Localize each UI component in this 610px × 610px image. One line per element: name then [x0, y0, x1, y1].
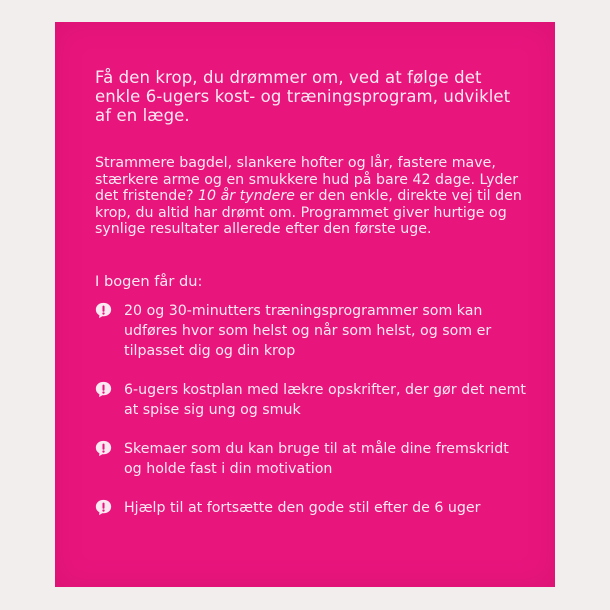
exclamation-speech-bubble-icon	[95, 302, 112, 319]
list-item-text: Hjælp til at fortsætte den gode stil efter de 6 uger	[124, 500, 481, 516]
book-title-emphasis: 10 år tyndere	[198, 188, 295, 205]
list-item	[95, 498, 535, 518]
description-text-start: Strammere bagdel, slankere hofter og lår, fastere mave, stærkere arme og en smukkere hud på bare 42 dage. Lyder det fristende?	[95, 155, 519, 205]
list-item	[95, 301, 535, 361]
book-back-cover	[55, 22, 555, 587]
list-item-text: Skemaer som du kan bruge til at måle dine fremskridt og holde fast i din motivation	[124, 441, 509, 477]
exclamation-speech-bubble-icon	[95, 499, 112, 516]
intro-text: Få den krop, du drømmer om, ved at følge det enkle 6-ugers kost- og træningsprogram, udviklet af en læge.	[95, 68, 511, 125]
description-paragraph	[95, 155, 527, 238]
description-text-end: er den enkle, direkte vej til den krop, du altid har drømt om. Programmet giver hurtige og synlige resultater allerede efter den første uge.	[95, 188, 522, 238]
list-item	[95, 439, 535, 479]
list-item-text: 20 og 30-minutters træningsprogrammer som kan udføres hvor som helst og når som helst, og som er tilpasset dig og din krop	[124, 303, 492, 359]
list-item	[95, 380, 535, 420]
list-item-text: 6-ugers kostplan med lækre opskrifter, der gør det nemt at spise sig ung og smuk	[124, 382, 526, 418]
exclamation-speech-bubble-icon	[95, 381, 112, 398]
list-heading: I bogen får du:	[95, 273, 203, 290]
exclamation-speech-bubble-icon	[95, 440, 112, 457]
